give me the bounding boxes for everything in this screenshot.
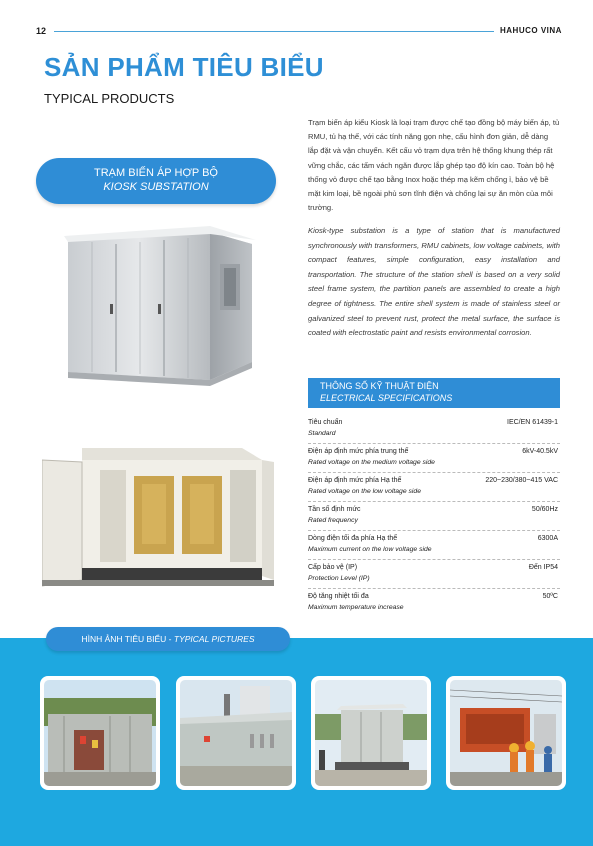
spec-label-vn: Tần số định mức xyxy=(308,506,361,513)
specs-heading xyxy=(308,378,560,408)
spec-label-en: Rated frequency xyxy=(308,517,358,524)
page-header xyxy=(0,0,593,40)
spec-label-vn: Độ tăng nhiệt tối đa xyxy=(308,593,369,600)
spec-row xyxy=(308,445,560,473)
spec-row xyxy=(308,474,560,502)
spec-row xyxy=(308,590,560,618)
spec-label-vn: Tiêu chuẩn xyxy=(308,419,343,426)
spec-row xyxy=(308,532,560,560)
spec-label-vn: Cấp bảo vệ (IP) xyxy=(308,564,358,571)
photo-single-kiosk xyxy=(315,680,427,786)
gallery-photo xyxy=(311,676,431,790)
gallery-photo xyxy=(446,676,566,790)
description-vn: Trạm biến áp kiểu Kiosk là loại trạm được chế tạo đồng bộ máy biến áp, tủ RMU, tủ hạ thế, với các tính năng gọn nhẹ, cấu hình đơn giản, dễ dàng lắp đặt và vận chuyển. Kết cấu vỏ trạm dựa trên hệ thống khung thép rất vững chắc, các tấm vách ngăn được lắp ghép tạo độ kín cao. Toàn bộ hệ thống vỏ được chế tạo bằng Inox hoặc thép mạ kẽm chống ỉ, bảo vệ bề mặt kim loại, bề ngoài phủ sơn tĩnh điện và chống lại sự ăn mòn của môi trường. xyxy=(308,118,560,213)
pictures-label-pill xyxy=(46,627,290,651)
photo-installed-kiosk xyxy=(44,680,156,786)
gallery-photo xyxy=(176,676,296,790)
spec-value: 50/60Hz xyxy=(531,506,558,513)
photo-kiosk-cluster xyxy=(180,680,292,786)
spec-label-vn: Điện áp định mức phía trung thế xyxy=(308,448,409,455)
open-substation-image xyxy=(42,440,274,592)
photo-site-installation xyxy=(450,680,562,786)
spec-label-en: Rated voltage on the low voltage side xyxy=(308,488,421,495)
product-label-vn: TRẠM BIẾN ÁP HỢP BỘ xyxy=(94,167,218,179)
spec-label-en: Standard xyxy=(308,430,336,437)
spec-row xyxy=(308,503,560,531)
specs-heading-en: ELECTRICAL SPECIFICATIONS xyxy=(320,393,453,403)
description-en: Kiosk-type substation is a type of station that is manufactured synchronously with transformers, RMU cabinets, low voltage cabinets, with compact features, simple configuration, easy installation and transportation. The structure of the station shell is based on a very solid steel frame system, the partition panels are assembled to create a high degree of tightness. The entire shell system is made of stainless steel or galvanized steel to prevent rust, protect the metal surface, the surface is coated with electrostatic paint and resists environmental corrosion. xyxy=(308,226,560,338)
specs-heading-vn: THÔNG SỐ KỸ THUẬT ĐIỆN xyxy=(320,381,439,391)
spec-value: 220~230/380~415 VAC xyxy=(485,477,558,484)
spec-row xyxy=(308,561,560,589)
spec-value: 6300A xyxy=(537,535,558,542)
gallery-photo xyxy=(40,676,160,790)
header-divider xyxy=(54,31,494,32)
spec-label-en: Maximum current on the low voltage side xyxy=(308,546,432,553)
spec-value: Đến IP54 xyxy=(528,564,558,571)
spec-label-en: Maximum temperature increase xyxy=(308,604,404,611)
pictures-label-en: TYPICAL PICTURES xyxy=(173,634,255,644)
page-title: SẢN PHẨM TIÊU BIỂU xyxy=(44,52,324,82)
pictures-label-vn: HÌNH ẢNH TIÊU BIỂU - xyxy=(81,634,174,644)
spec-value: 6kV-40.5kV xyxy=(522,448,558,455)
kiosk-substation-image xyxy=(60,212,256,388)
spec-label-en: Rated voltage on the medium voltage side xyxy=(308,459,435,466)
spec-label-vn: Dòng điện tối đa phía Hạ thế xyxy=(308,535,398,542)
page-number: 12 xyxy=(36,26,47,36)
product-label-pill xyxy=(36,158,276,204)
spec-value: 50ºC xyxy=(542,593,558,600)
spec-label-vn: Điện áp định mức phía Hạ thế xyxy=(308,477,402,484)
product-label-en: KIOSK SUBSTATION xyxy=(103,181,209,193)
spec-row xyxy=(308,416,560,444)
page-subtitle: TYPICAL PRODUCTS xyxy=(44,91,175,106)
spec-label-en: Protection Level (IP) xyxy=(308,575,370,582)
spec-value: IEC/EN 61439-1 xyxy=(507,419,558,426)
brand-name: HAHUCO VINA xyxy=(500,26,562,35)
